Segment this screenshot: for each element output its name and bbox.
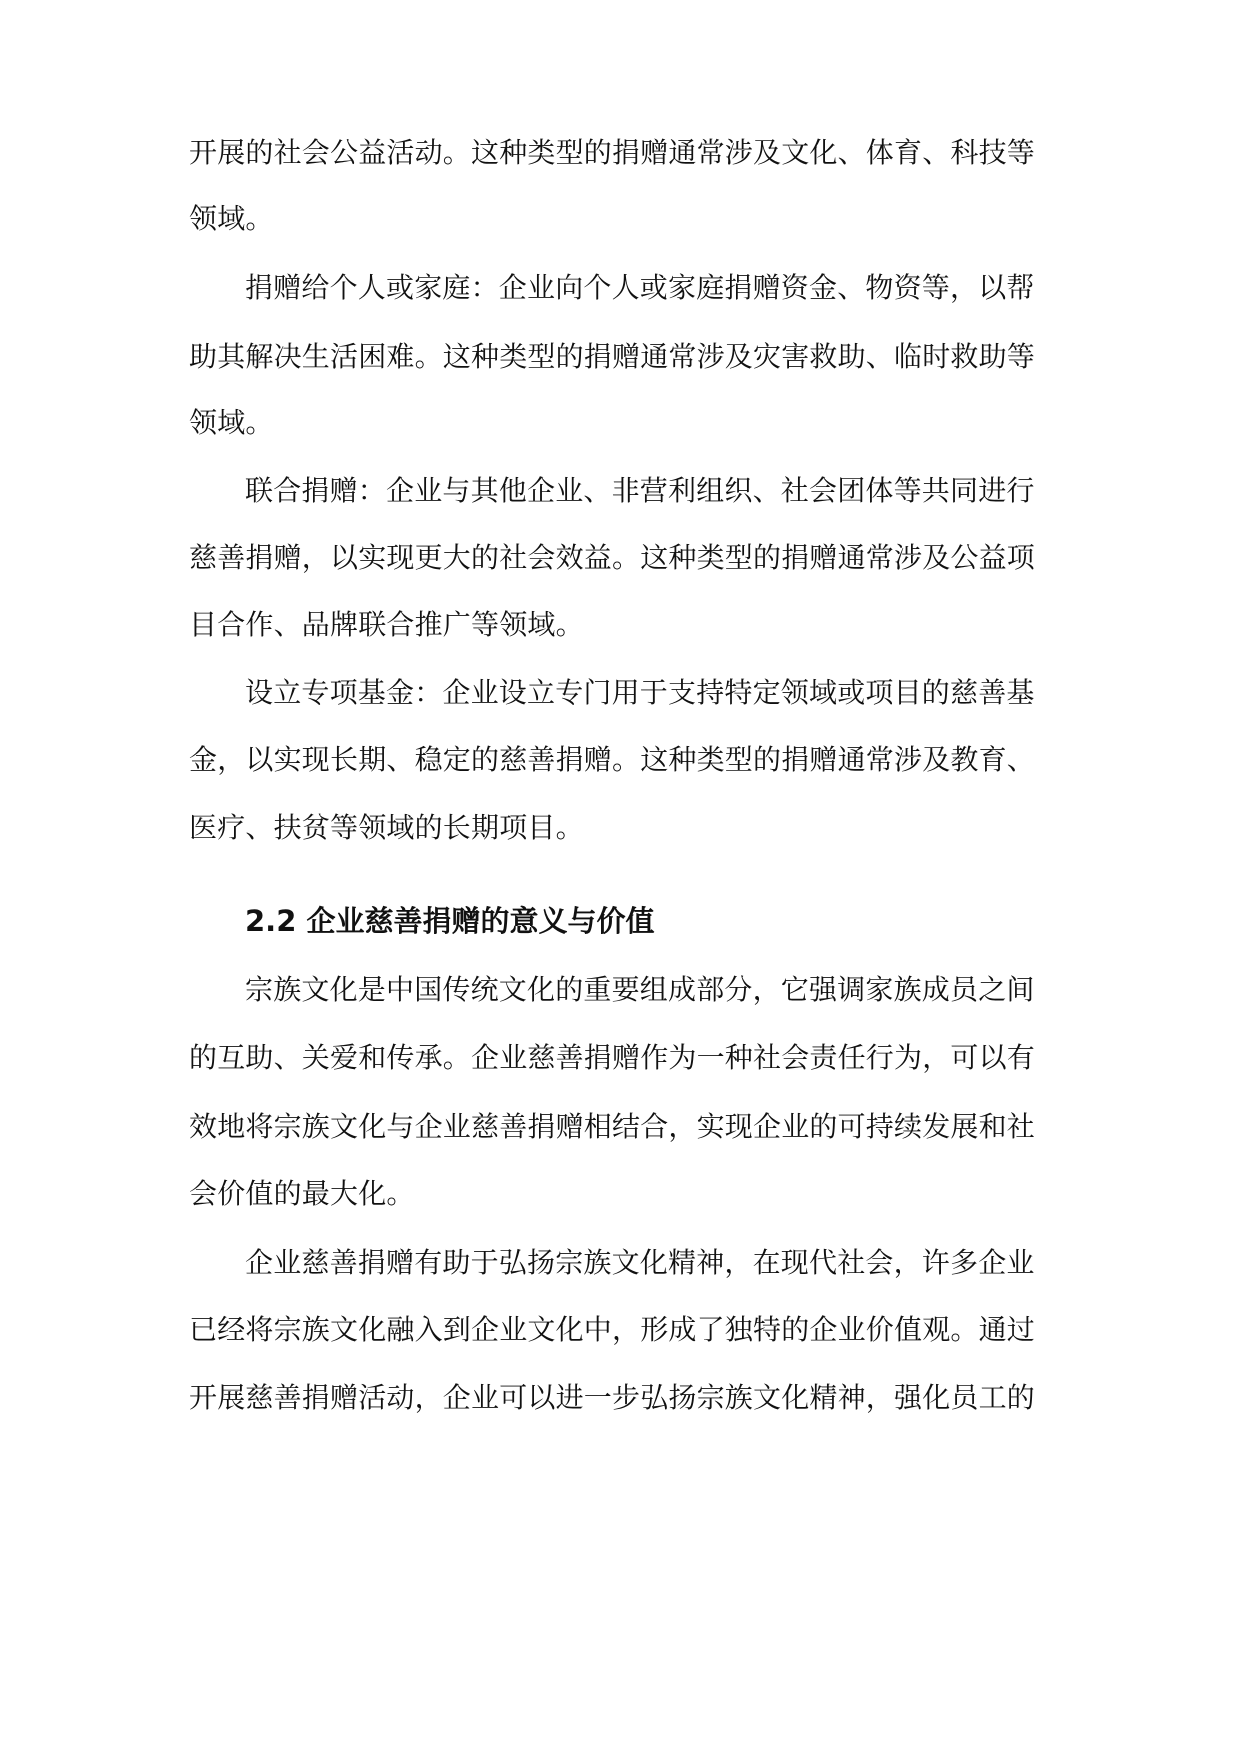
paragraph-5-line-1: 宗族文化是中国传统文化的重要组成部分，它强调家族成员之间 <box>245 973 1035 1006</box>
paragraph-2-line-1: 捐赠给个人或家庭：企业向个人或家庭捐赠资金、物资等，以帮 <box>245 271 1035 304</box>
paragraph-3-line-3: 目合作、品牌联合推广等领域。 <box>189 608 584 641</box>
paragraph-4-line-1: 设立专项基金：企业设立专门用于支持特定领域或项目的慈善基 <box>245 676 1035 709</box>
paragraph-2-line-3: 领域。 <box>189 406 274 439</box>
paragraph-4-line-3: 医疗、扶贫等领域的长期项目。 <box>189 811 584 844</box>
paragraph-3-line-2: 慈善捐赠，以实现更大的社会效益。这种类型的捐赠通常涉及公益项 <box>189 541 1036 574</box>
paragraph-6-line-2: 已经将宗族文化融入到企业文化中，形成了独特的企业价值观。通过 <box>189 1313 1036 1346</box>
paragraph-3-line-1: 联合捐赠：企业与其他企业、非营利组织、社会团体等共同进行 <box>245 474 1035 507</box>
paragraph-1-line-2: 领域。 <box>189 202 274 235</box>
section-heading-2-2: 2.2 企业慈善捐赠的意义与价值 <box>245 904 655 938</box>
paragraph-5-line-3: 效地将宗族文化与企业慈善捐赠相结合，实现企业的可持续发展和社 <box>189 1110 1036 1143</box>
paragraph-2-line-2: 助其解决生活困难。这种类型的捐赠通常涉及灾害救助、临时救助等 <box>189 340 1036 373</box>
paragraph-4-line-2: 金，以实现长期、稳定的慈善捐赠。这种类型的捐赠通常涉及教育、 <box>189 743 1036 776</box>
paragraph-6-line-1: 企业慈善捐赠有助于弘扬宗族文化精神，在现代社会，许多企业 <box>245 1246 1035 1279</box>
paragraph-6-line-3: 开展慈善捐赠活动，企业可以进一步弘扬宗族文化精神，强化员工的 <box>189 1381 1036 1414</box>
paragraph-5-line-4: 会价值的最大化。 <box>189 1177 415 1210</box>
paragraph-5-line-2: 的互助、关爱和传承。企业慈善捐赠作为一种社会责任行为，可以有 <box>189 1041 1036 1074</box>
paragraph-1-line-1: 开展的社会公益活动。这种类型的捐赠通常涉及文化、体育、科技等 <box>189 136 1036 169</box>
